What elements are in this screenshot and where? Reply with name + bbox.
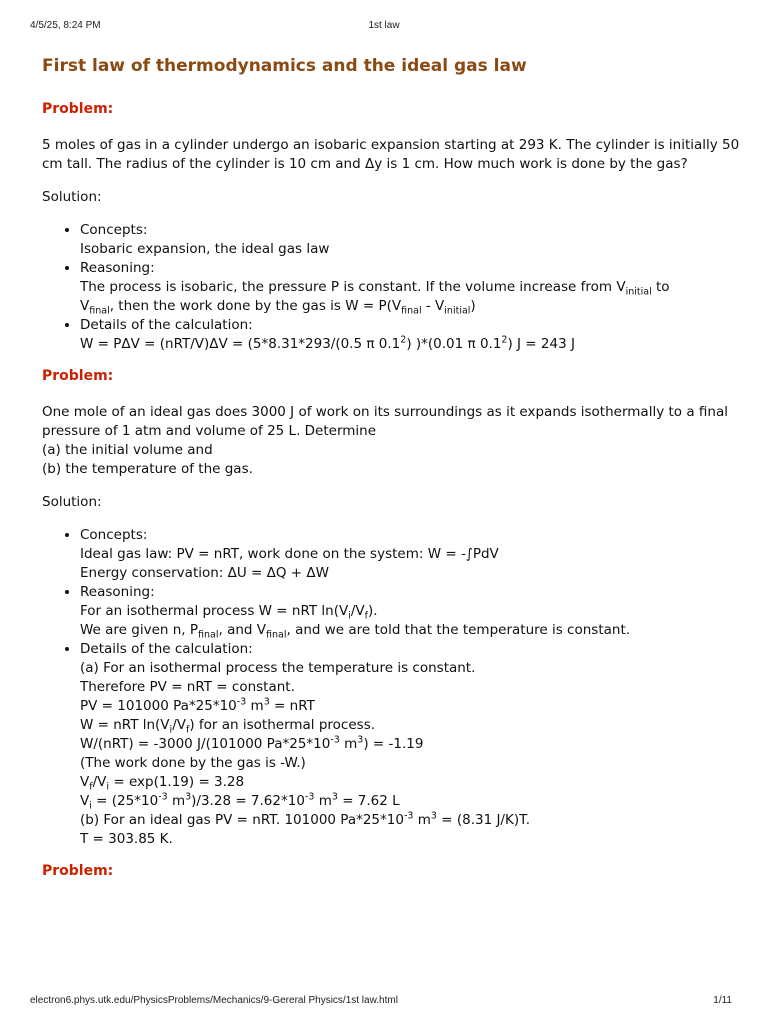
reasoning-text-1b: $V_{final}$, then the work done by the gas is $W = P(V_{final} - V_{initial})$ bbox=[80, 298, 476, 317]
problem-2-text: One mole of an ideal gas does 3000 J of work on its surroundings as it expands isothermally to a final pressure of 1 atm and volume of 25 L. Determine bbox=[42, 404, 728, 439]
problem-2-part-a: (a) the initial volume and bbox=[42, 442, 213, 458]
concepts-text-1: Isobaric expansion, the ideal gas law bbox=[80, 241, 330, 257]
calc-line-4: W = nRT $\ln(V_i/V_f)$ for an isothermal process. bbox=[80, 717, 376, 736]
problem-heading-3: Problem: bbox=[42, 863, 114, 879]
calc-line-9: (b) For an ideal gas PV = nRT. 101000 $Pa*25*10^{-3}$ $m^3 = (8.31$ J/K)T. bbox=[80, 810, 531, 828]
reasoning-item-1 bbox=[80, 259, 742, 316]
print-datetime: 4/5/25, 8:24 PM bbox=[30, 20, 101, 31]
solution-1-list bbox=[42, 221, 742, 354]
problem-2-part-b: (b) the temperature of the gas. bbox=[42, 461, 253, 477]
calc-line-3: PV = 101000 $Pa*25*10^{-3}$ $m^3$ = nRT bbox=[80, 696, 315, 714]
concepts-label: Concepts: bbox=[80, 222, 148, 238]
calc-line-1: (a) For an isothermal process the temperature is constant. bbox=[80, 660, 476, 676]
reasoning-label: Reasoning: bbox=[80, 260, 155, 276]
calc-text-1: W = PΔV = (nRT/V)ΔV = (5*8.31*293/(0.5 π $0.1^2$) )*(0.01 π $0.1^2$) J = 243 J bbox=[80, 334, 575, 352]
solution-label-2: Solution: bbox=[42, 494, 102, 510]
calc-line-5: W/(nRT) = -3000 J/(101000 $Pa*25*10^{-3}$ $m^3) = -1.19$ bbox=[80, 734, 424, 752]
reasoning-text-2a: For an isothermal process W = nRT $\ln(V_i/V_f)$. bbox=[80, 603, 378, 622]
details-label: Details of the calculation: bbox=[80, 641, 253, 657]
concepts-item-1 bbox=[80, 221, 742, 259]
print-page-indicator: 1/11 bbox=[713, 995, 732, 1006]
concepts-text-2a: Ideal gas law: PV = nRT, work done on the system: W = -∫PdV bbox=[80, 546, 499, 562]
details-item-2 bbox=[80, 640, 742, 849]
reasoning-text-2b: We are given n, $P_{final}$, and $V_{final}$, and we are told that the temperature is constant. bbox=[80, 622, 631, 641]
solution-label-1: Solution: bbox=[42, 189, 102, 205]
concepts-item-2 bbox=[80, 526, 742, 583]
details-item-1 bbox=[80, 316, 742, 354]
calc-line-8: $V_i = (25*10^{-3}$ $m^3)/3.28 = 7.62*10^{-3}$ $m^3 = 7.62$ L bbox=[80, 791, 400, 812]
problem-heading-1: Problem: bbox=[42, 101, 114, 117]
print-url: electron6.phys.utk.edu/PhysicsProblems/Mechanics/9-Gereral Physics/1st law.html bbox=[30, 995, 398, 1006]
concepts-text-2b: Energy conservation: ΔU = ΔQ + ΔW bbox=[80, 565, 329, 581]
solution-2-list bbox=[42, 526, 742, 849]
print-tab-title: 1st law bbox=[368, 20, 400, 31]
concepts-label: Concepts: bbox=[80, 527, 148, 543]
reasoning-item-2 bbox=[80, 583, 742, 640]
calc-line-2: Therefore PV = nRT = constant. bbox=[80, 679, 295, 695]
details-label: Details of the calculation: bbox=[80, 317, 253, 333]
reasoning-text-1: The process is isobaric, the pressure P is constant. If the volume increase from $V_{initial}$ to bbox=[80, 279, 670, 298]
reasoning-label: Reasoning: bbox=[80, 584, 155, 600]
calc-line-10: T = 303.85 K. bbox=[80, 831, 173, 847]
document-content bbox=[42, 56, 742, 898]
page-title: First law of thermodynamics and the ideal gas law bbox=[42, 56, 527, 76]
calc-line-6: (The work done by the gas is -W.) bbox=[80, 755, 306, 771]
calc-line-7: $V_f/V_i = \exp(1.19) = 3.28$ bbox=[80, 774, 245, 793]
problem-1-text: 5 moles of gas in a cylinder undergo an isobaric expansion starting at 293 K. The cylinder is initially 50 cm tall. The radius of the cylinder is 10 cm and Δy is 1 cm. How much work is done by the gas? bbox=[42, 137, 740, 172]
problem-heading-2: Problem: bbox=[42, 368, 114, 384]
